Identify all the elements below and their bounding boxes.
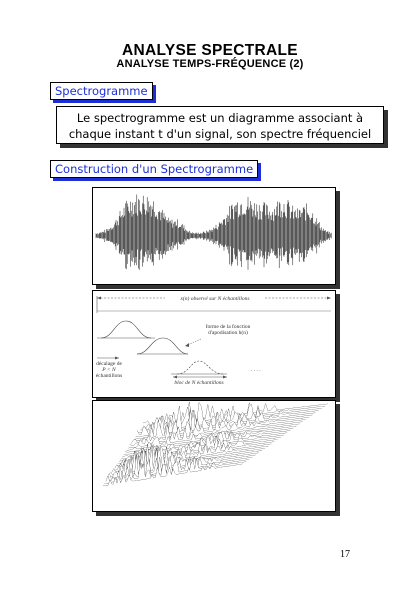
section-heading-spectrogramme: Spectrogramme: [50, 82, 153, 100]
page-number: 17: [340, 549, 350, 560]
window-label-1: forme de la fonction: [205, 324, 251, 330]
window-3-curve: [177, 361, 223, 374]
ellipsis: . . . .: [251, 367, 261, 373]
section-heading-construction: Construction d'un Spectrogramme: [50, 160, 258, 178]
arrow-left-head: [97, 297, 101, 300]
observation-label: x(n) observé sur N échantillons: [180, 296, 250, 302]
block-arrow-right-head: [223, 376, 227, 379]
block-arrow-left-head: [173, 376, 177, 379]
window-2-curve: [137, 338, 188, 354]
definition-line-2: chaque instant t d'un signal, son spectre fréquenciel: [68, 127, 372, 141]
page-title: ANALYSE SPECTRALE: [122, 42, 298, 59]
definition-line-1: Le spectrogramme est un diagramme associant à: [76, 111, 364, 125]
window-pointer-head: [185, 343, 189, 347]
definition-box: [56, 106, 384, 144]
window-label-2: d'apodisation h(n): [208, 330, 248, 336]
shift-label-2: P < N: [102, 367, 116, 373]
waveform-plot: [93, 188, 335, 284]
shift-label-3: échantillons: [95, 373, 123, 379]
spectrogram-3d-plot: [93, 401, 335, 511]
windowing-diagram: [92, 290, 336, 398]
page-subtitle: ANALYSE TEMPS-FRÉQUENCE (2): [116, 58, 304, 70]
arrow-right-head: [327, 297, 331, 300]
waveform-trace: [96, 195, 331, 270]
shift-label-1: décalage de: [96, 361, 122, 367]
shift-arrow-head: [115, 357, 119, 360]
spectrogram-3d-figure: [92, 400, 336, 512]
window-1-curve: [101, 321, 151, 338]
block-label: bloc de N échantillons: [174, 380, 224, 386]
windowing-svg: [93, 291, 335, 397]
waveform-figure: [92, 187, 336, 285]
